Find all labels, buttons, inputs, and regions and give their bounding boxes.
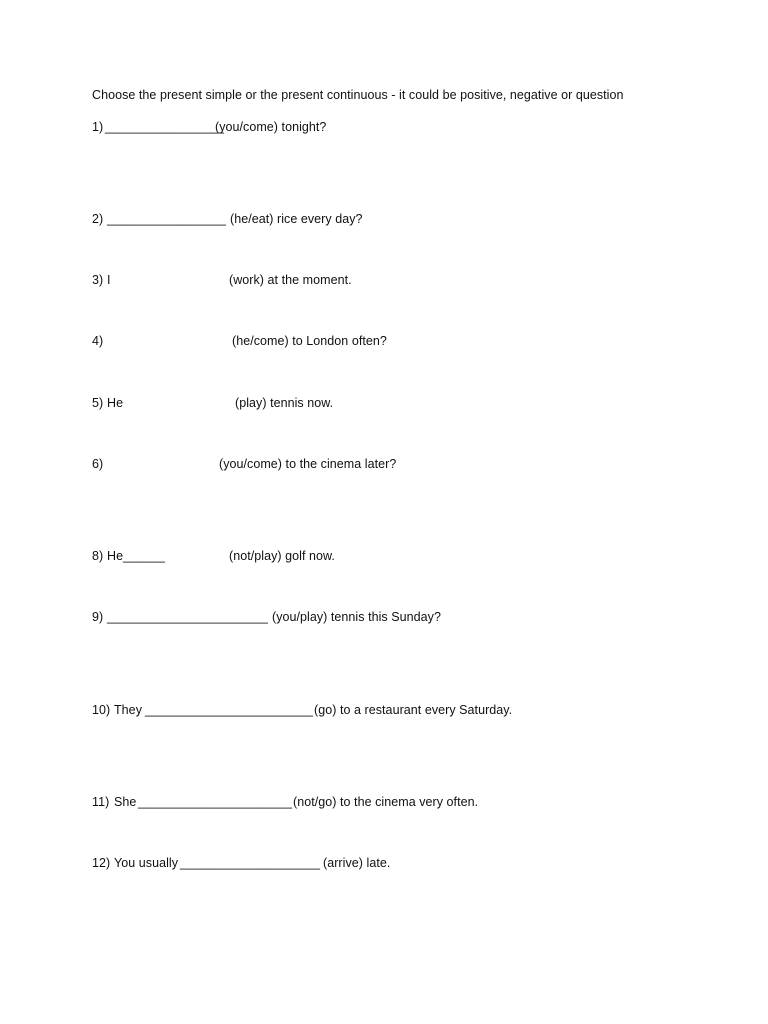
answer-blank: ______ bbox=[123, 549, 166, 563]
answer-blank: ______________________ bbox=[138, 795, 293, 809]
verb-cue: (not/go) to the cinema very often. bbox=[293, 795, 479, 809]
verb-cue: (you/come) to the cinema later? bbox=[219, 457, 397, 471]
question-number: 10) bbox=[92, 703, 111, 717]
question-10 bbox=[92, 702, 752, 718]
answer-blank: _________________ bbox=[107, 212, 227, 226]
verb-cue: (arrive) late. bbox=[323, 856, 391, 870]
question-1 bbox=[92, 119, 752, 135]
question-11 bbox=[92, 794, 752, 810]
question-2 bbox=[92, 211, 752, 227]
question-number: 8) bbox=[92, 549, 104, 563]
question-number: 9) bbox=[92, 610, 104, 624]
question-number: 2) bbox=[92, 212, 104, 226]
verb-cue: (he/come) to London often? bbox=[232, 334, 387, 348]
question-number: 3) bbox=[92, 273, 104, 287]
sentence-prefix: She bbox=[114, 795, 137, 809]
question-number: 4) bbox=[92, 334, 104, 348]
question-3 bbox=[92, 272, 752, 288]
question-4 bbox=[92, 333, 752, 349]
verb-cue: (go) to a restaurant every Saturday. bbox=[314, 703, 513, 717]
sentence-prefix: You usually bbox=[114, 856, 179, 870]
question-6 bbox=[92, 456, 752, 472]
sentence-prefix: I bbox=[107, 273, 111, 287]
question-12 bbox=[92, 855, 752, 871]
verb-cue: (not/play) golf now. bbox=[229, 549, 335, 563]
answer-blank: _________________ bbox=[105, 120, 225, 134]
sentence-prefix: They bbox=[114, 703, 142, 717]
question-9 bbox=[92, 609, 752, 625]
answer-blank: ____________________ bbox=[180, 856, 321, 870]
sentence-prefix: He bbox=[107, 549, 124, 563]
question-5 bbox=[92, 395, 752, 411]
instructions: Choose the present simple or the present continuous - it could be positive, negative or question bbox=[92, 88, 624, 102]
verb-cue: (play) tennis now. bbox=[235, 396, 334, 410]
verb-cue: (he/eat) rice every day? bbox=[230, 212, 363, 226]
verb-cue: (you/play) tennis this Sunday? bbox=[272, 610, 441, 624]
answer-blank: _______________________ bbox=[107, 610, 269, 624]
sentence-prefix: He bbox=[107, 396, 124, 410]
question-number: 6) bbox=[92, 457, 104, 471]
answer-blank: ________________________ bbox=[145, 703, 314, 717]
question-number: 5) bbox=[92, 396, 104, 410]
question-number: 12) bbox=[92, 856, 111, 870]
question-number: 11) bbox=[92, 795, 110, 809]
question-number: 1) bbox=[92, 120, 104, 134]
question-8 bbox=[92, 548, 752, 564]
verb-cue: (you/come) tonight? bbox=[215, 120, 327, 134]
verb-cue: (work) at the moment. bbox=[229, 273, 352, 287]
